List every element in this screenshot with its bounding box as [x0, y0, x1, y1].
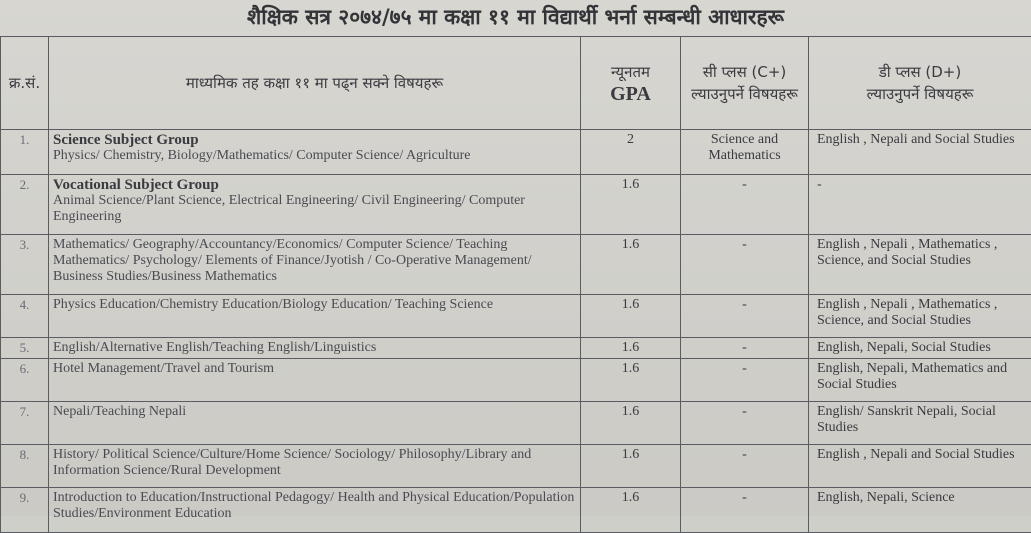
row-subjects: Physics/ Chemistry, Biology/Mathematics/ Computer Science/ Agriculture — [53, 148, 576, 164]
row-gpa: 1.6 — [581, 338, 681, 359]
row-serial: 6. — [1, 359, 49, 402]
row-group-name: Science Subject Group — [53, 132, 576, 148]
row-cplus: - — [681, 175, 809, 235]
header-subjects: माध्यमिक तह कक्षा ११ मा पढ्न सक्ने विषयहरू — [49, 37, 581, 130]
row-gpa: 2 — [581, 130, 681, 175]
table-header-row — [1, 37, 1031, 130]
header-gpa-line2: GPA — [610, 83, 651, 105]
row-subjects: Physics Education/Chemistry Education/Biology Education/ Teaching Science — [49, 295, 581, 338]
header-cplus-line2: ल्याउनुपर्ने विषयहरू — [682, 83, 807, 105]
row-gpa: 1.6 — [581, 295, 681, 338]
header-gpa-line1: न्यूनतम — [582, 61, 679, 83]
row-subjects: Animal Science/Plant Science, Electrical Engineering/ Civil Engineering/ Computer Engineering — [53, 193, 576, 225]
table-row — [1, 402, 1031, 445]
table-row — [1, 295, 1031, 338]
row-dplus: English, Nepali, Social Studies — [809, 338, 1031, 359]
row-dplus: English , Nepali , Mathematics , Science, and Social Studies — [809, 295, 1031, 338]
row-cplus: Science and Mathematics — [681, 130, 809, 175]
row-subjects: English/Alternative English/Teaching English/Linguistics — [49, 338, 581, 359]
row-cplus: - — [681, 445, 809, 488]
row-serial: 1. — [1, 130, 49, 175]
row-dplus: English, Nepali, Mathematics and Social Studies — [809, 359, 1031, 402]
row-gpa: 1.6 — [581, 359, 681, 402]
row-gpa: 1.6 — [581, 445, 681, 488]
row-gpa: 1.6 — [581, 235, 681, 295]
row-gpa: 1.6 — [581, 175, 681, 235]
header-min-gpa — [581, 37, 681, 130]
document-title: शैक्षिक सत्र २०७४/७५ मा कक्षा ११ मा विद्यार्थी भर्ना सम्बन्धी आधारहरू — [0, 0, 1031, 34]
header-dplus — [809, 37, 1031, 130]
row-subjects-cell — [49, 130, 581, 175]
row-group-name: Vocational Subject Group — [53, 177, 576, 193]
row-cplus: - — [681, 338, 809, 359]
row-dplus: English/ Sanskrit Nepali, Social Studies — [809, 402, 1031, 445]
table-row — [1, 488, 1031, 533]
row-subjects: Introduction to Education/Instructional Pedagogy/ Health and Physical Education/Population Studies/Environment Education — [49, 488, 581, 533]
row-subjects: History/ Political Science/Culture/Home Science/ Sociology/ Philosophy/Library and Information Science/Rural Development — [49, 445, 581, 488]
row-dplus: - — [809, 175, 1031, 235]
row-serial: 9. — [1, 488, 49, 533]
table-row — [1, 338, 1031, 359]
header-dplus-line1: डी प्लस (D+) — [810, 61, 1030, 83]
row-dplus: English , Nepali , Mathematics , Science, and Social Studies — [809, 235, 1031, 295]
row-cplus: - — [681, 402, 809, 445]
table-row — [1, 175, 1031, 235]
row-dplus: English , Nepali and Social Studies — [809, 445, 1031, 488]
row-dplus: English , Nepali and Social Studies — [809, 130, 1031, 175]
table-row — [1, 445, 1031, 488]
table-row — [1, 130, 1031, 175]
row-cplus: - — [681, 295, 809, 338]
row-subjects: Nepali/Teaching Nepali — [49, 402, 581, 445]
row-gpa: 1.6 — [581, 402, 681, 445]
row-serial: 2. — [1, 175, 49, 235]
row-dplus: English, Nepali, Science — [809, 488, 1031, 533]
row-serial: 4. — [1, 295, 49, 338]
row-cplus: - — [681, 235, 809, 295]
table-row — [1, 235, 1031, 295]
row-serial: 8. — [1, 445, 49, 488]
row-serial: 3. — [1, 235, 49, 295]
row-subjects: Hotel Management/Travel and Tourism — [49, 359, 581, 402]
row-subjects-cell — [49, 175, 581, 235]
row-gpa: 1.6 — [581, 488, 681, 533]
header-dplus-line2: ल्याउनुपर्ने विषयहरू — [810, 83, 1030, 105]
row-cplus: - — [681, 359, 809, 402]
row-cplus: - — [681, 488, 809, 533]
header-cplus-line1: सी प्लस (C+) — [682, 61, 807, 83]
row-serial: 7. — [1, 402, 49, 445]
row-serial: 5. — [1, 338, 49, 359]
table-row — [1, 359, 1031, 402]
header-serial: क्र.सं. — [1, 37, 49, 130]
admission-criteria-table — [0, 36, 1031, 533]
row-subjects: Mathematics/ Geography/Accountancy/Economics/ Computer Science/ Teaching Mathematics/ Psychology/ Elements of Finance/Jyotish / Co-Operative Management/ Business Studies/Business Mathematics — [49, 235, 581, 295]
header-cplus — [681, 37, 809, 130]
